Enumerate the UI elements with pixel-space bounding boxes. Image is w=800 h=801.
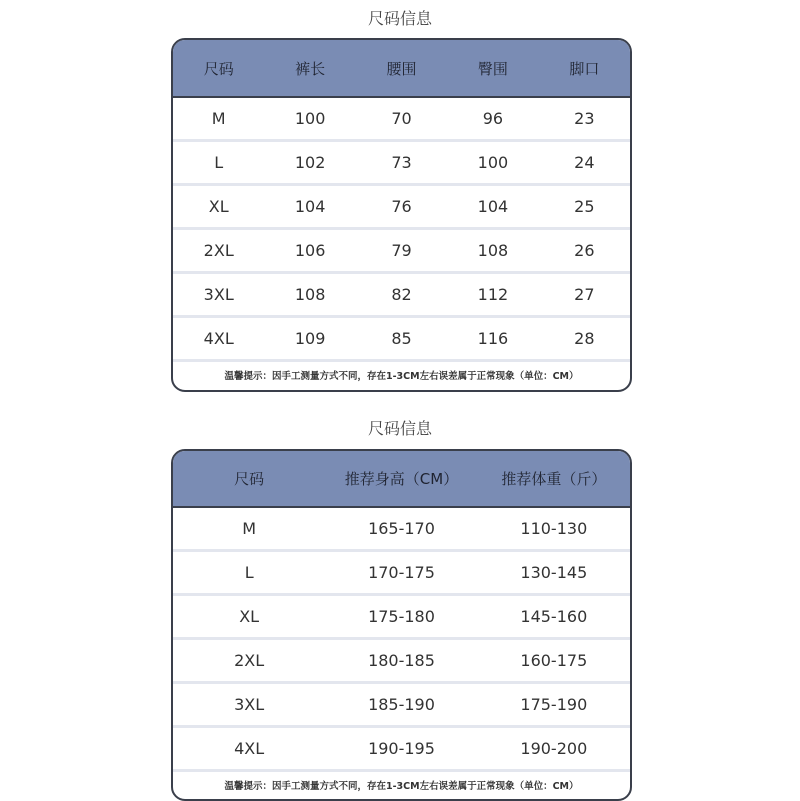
table-row [173,640,630,684]
table-header [173,40,630,98]
header-size: 尺码 [203,59,234,78]
header-size: 尺码 [234,470,265,488]
header-leg-opening: 脚口 [569,59,600,78]
cell-value: 106 [294,241,326,260]
cell-size: L [244,563,254,582]
cell-value: 180-185 [368,651,435,670]
header-pants-length: 裤长 [295,59,326,78]
cell-value: 96 [482,109,504,128]
table-row [173,142,630,186]
cell-value: 175-190 [520,695,588,714]
cell-value: 82 [391,285,412,304]
cell-value: 145-160 [520,607,588,626]
table-row [173,684,630,728]
cell-value: 28 [574,329,595,348]
table-row [173,230,630,274]
cell-size: 2XL [234,651,265,670]
cell-value: 130-145 [520,563,588,582]
cell-value: 190-195 [368,739,435,758]
cell-size: M [242,519,257,538]
cell-value: 185-190 [368,695,435,714]
cell-size: 2XL [203,241,234,260]
cell-value: 100 [294,109,326,128]
header-waist: 腰围 [386,59,417,78]
header-recommended-height: 推荐身高（CM） [344,470,459,488]
cell-value: 110-130 [520,519,588,538]
measurement-note: 温馨提示：因手工测量方式不同，存在1-3CM左右误差属于正常现象（单位：CM） [224,781,579,792]
cell-size: 3XL [234,695,265,714]
table-row [173,596,630,640]
cell-value: 27 [574,285,595,304]
table-row [173,552,630,596]
size-table-2 [171,449,632,801]
cell-size: 4XL [203,329,234,348]
table-row [173,186,630,230]
cell-value: 109 [294,329,326,348]
cell-value: 112 [477,285,509,304]
table-row [173,98,630,142]
cell-value: 160-175 [520,651,588,670]
cell-size: 4XL [234,739,265,758]
cell-size: L [214,153,224,172]
cell-value: 165-170 [368,519,435,538]
cell-value: 26 [574,241,595,260]
cell-value: 102 [294,153,326,172]
cell-value: 116 [477,329,509,348]
cell-size: XL [208,197,229,216]
cell-size: M [211,109,226,128]
table-row [173,318,630,362]
cell-size: XL [239,607,260,626]
size-info-title-1: 尺码信息 [367,9,432,28]
table-header [173,451,630,508]
cell-value: 104 [477,197,509,216]
measurement-note: 温馨提示：因手工测量方式不同，存在1-3CM左右误差属于正常现象（单位：CM） [224,371,579,382]
cell-value: 100 [477,153,509,172]
cell-value: 108 [477,241,509,260]
cell-value: 25 [574,197,595,216]
cell-value: 73 [391,153,412,172]
table-row [173,728,630,772]
size-info-title-2: 尺码信息 [367,419,432,438]
cell-value: 190-200 [520,739,588,758]
cell-value: 79 [391,241,412,260]
cell-size: 3XL [203,285,234,304]
table-row [173,274,630,318]
cell-value: 23 [574,109,595,128]
table-row [173,508,630,552]
header-recommended-weight: 推荐体重（斤） [501,470,607,488]
cell-value: 175-180 [368,607,435,626]
cell-value: 24 [574,153,595,172]
size-table-1 [171,38,632,392]
header-hip: 臀围 [477,59,508,78]
cell-value: 76 [391,197,412,216]
cell-value: 170-175 [368,563,435,582]
cell-value: 104 [294,197,326,216]
cell-value: 108 [294,285,326,304]
cell-value: 85 [391,329,412,348]
cell-value: 70 [391,109,412,128]
